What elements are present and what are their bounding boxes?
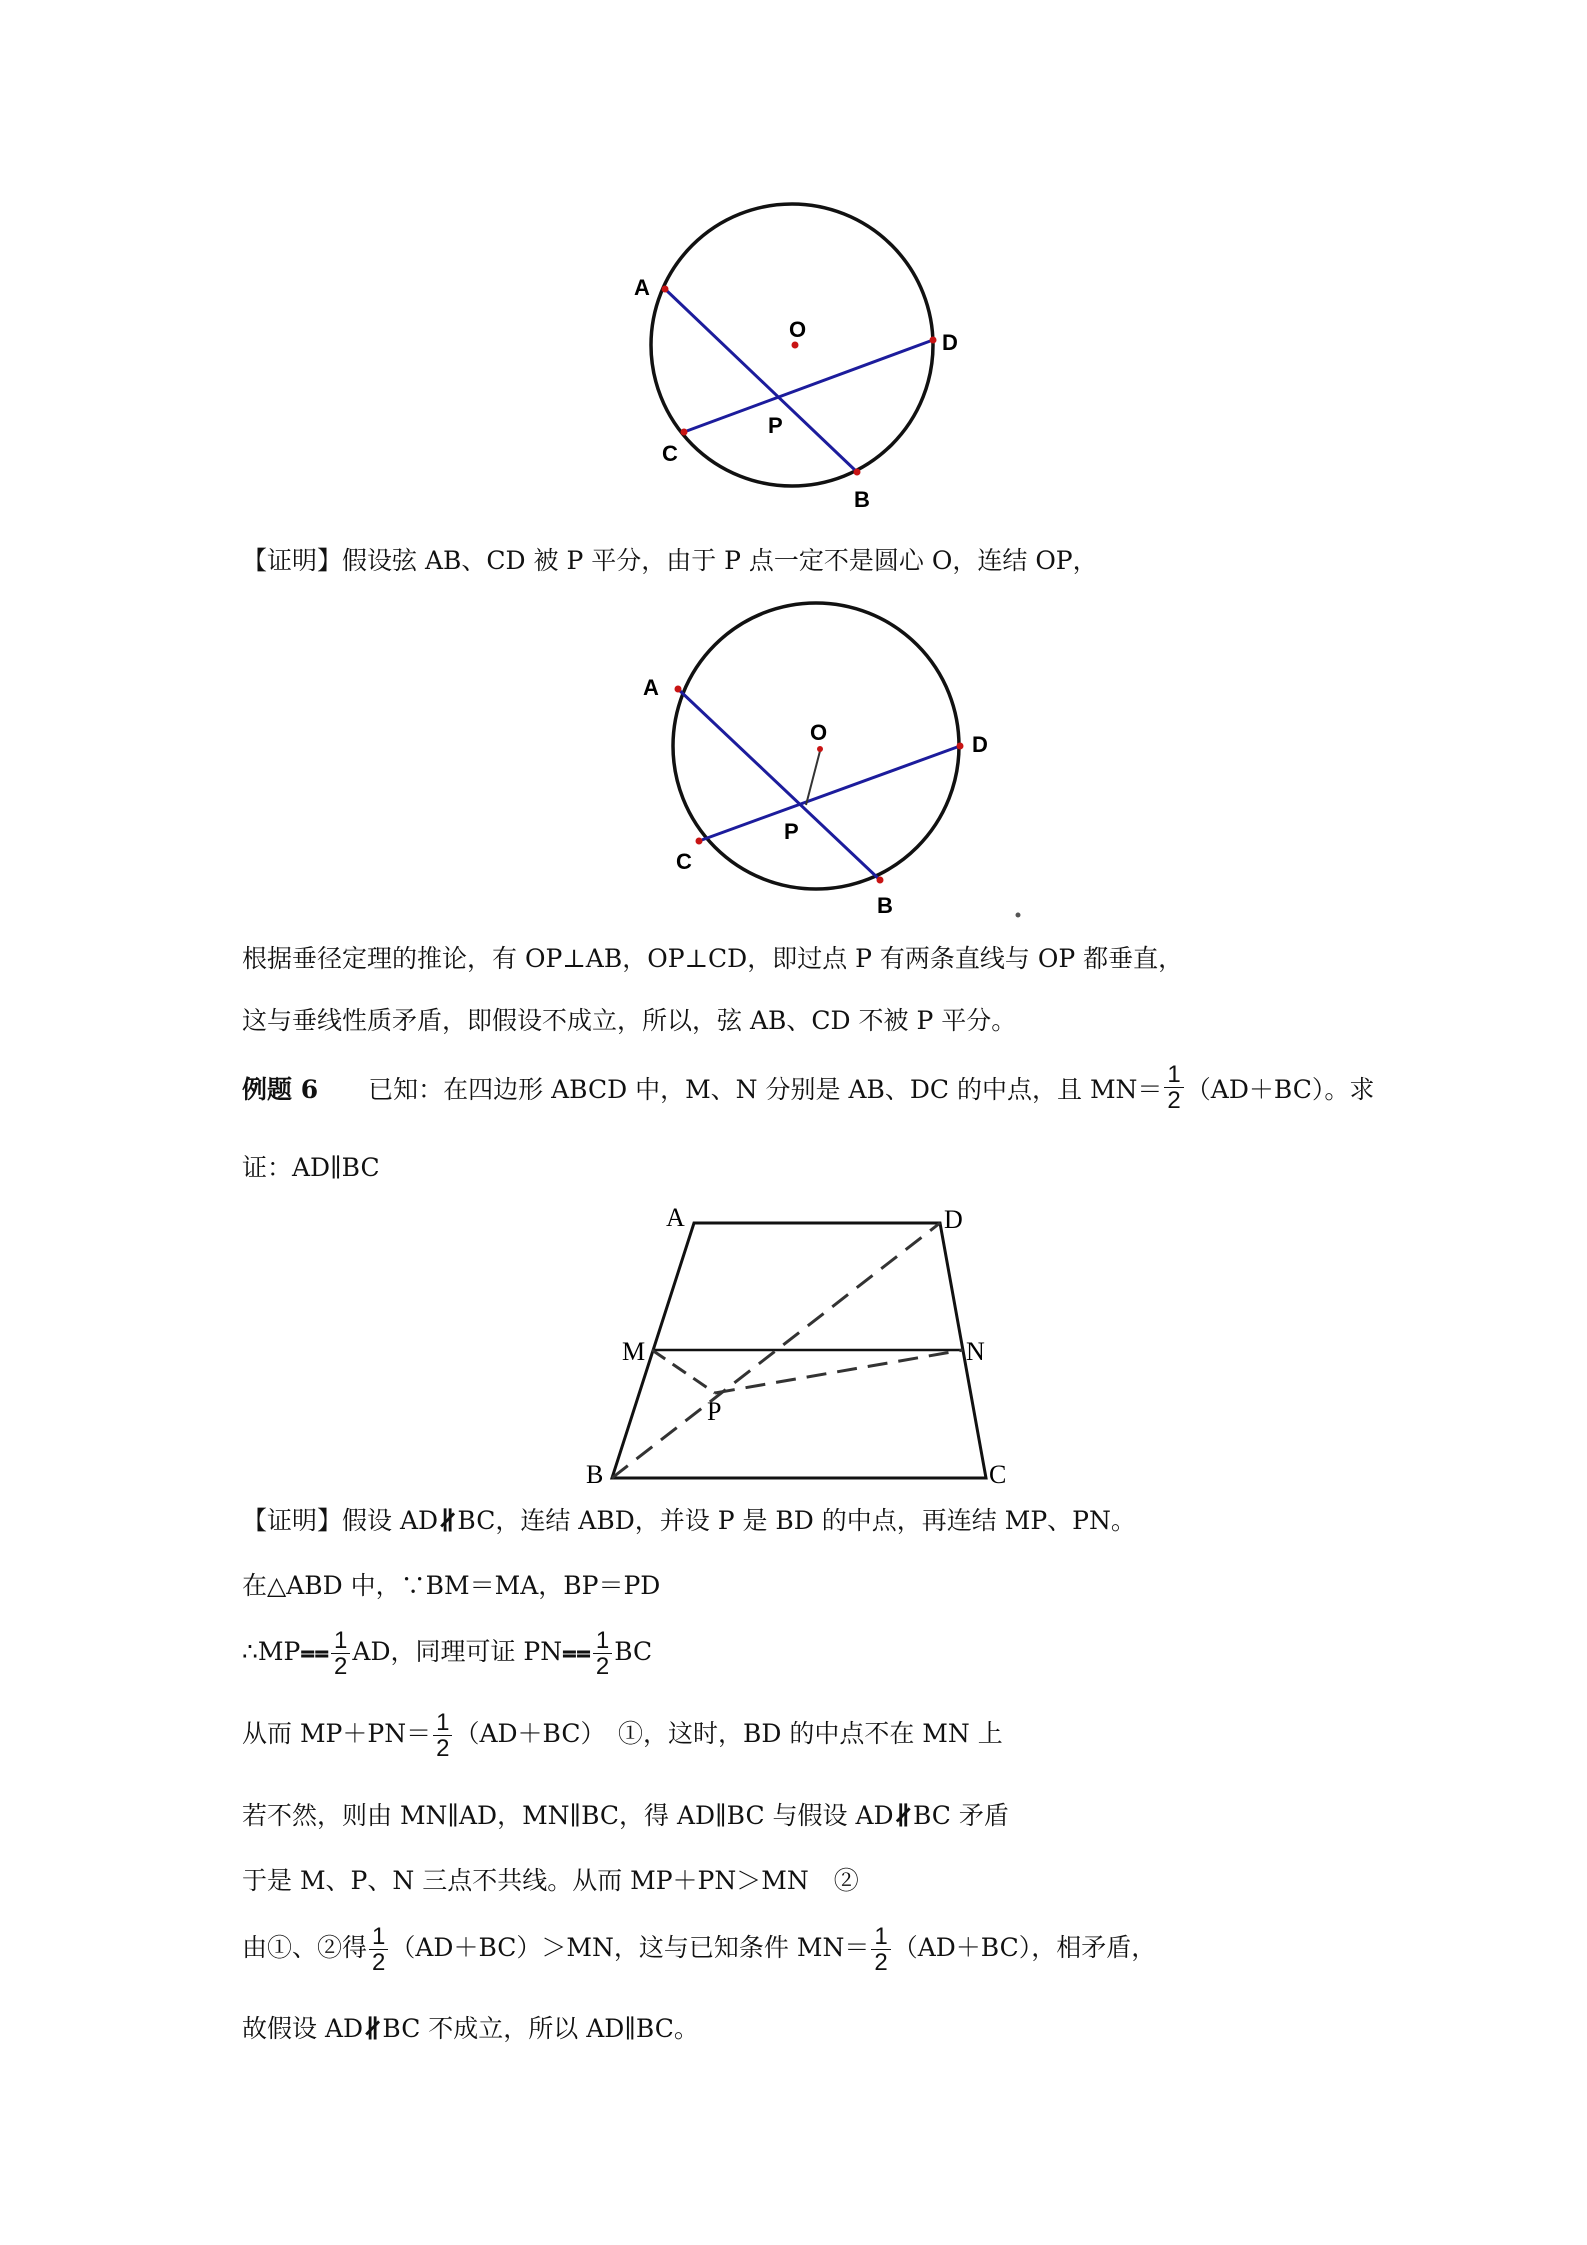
label-d: D [972, 732, 988, 757]
chord-cd [699, 746, 960, 841]
point-c [681, 429, 688, 436]
fraction-half: $\frac{1}{2}$ [369, 1924, 388, 1975]
proof1-line2: 根据垂径定理的推论，有 OP⊥AB，OP⊥CD，即过点 P 有两条直线与 OP 都垂直， [242, 944, 1184, 973]
label-c: C [989, 1460, 1007, 1489]
proof2-line2: 在△ABD 中，∵BM＝MA，BP＝PD [242, 1571, 661, 1600]
label-p: P [784, 819, 799, 844]
label-d: D [944, 1205, 963, 1234]
not-parallel-symbol: ∦ [893, 1801, 913, 1830]
fraction-half: $\frac{1}{2}$ [331, 1628, 350, 1679]
proof2-line5: 若不然，则由 MN∥AD，MN∥BC，得 AD∥BC 与假设 AD∦BC 矛盾 [242, 1801, 1009, 1830]
point-o [792, 342, 799, 349]
not-parallel-symbol: ∦ [363, 2014, 383, 2043]
point-b [854, 469, 861, 476]
example6-stem-c: 证：AD∥BC [242, 1153, 380, 1182]
label-b: B [586, 1460, 604, 1489]
label-c: C [676, 849, 692, 874]
label-p: P [707, 1397, 722, 1426]
proof2-line8: 故假设 AD∦BC 不成立，所以 AD∥BC。 [242, 2014, 699, 2043]
stray-dot [1016, 913, 1021, 918]
fraction-half: $\frac{1}{2}$ [593, 1628, 612, 1679]
chord-cd [684, 340, 933, 432]
not-parallel-symbol: ∦ [438, 1506, 458, 1535]
label-a: A [634, 275, 650, 300]
proof2-line4: 从而 MP＋PN＝ $\frac{1}{2}$ （AD＋BC） ①，这时，BD 的中点不在 MN 上 [242, 1709, 1003, 1763]
example6-line1 [242, 1062, 1374, 1113]
proof2-line3: ∴MP⩵ $\frac{1}{2}$ AD，同理可证 PN⩵ $\frac{1}{2}$ BC [242, 1627, 653, 1681]
proof1-line1: 【证明】假设弦 AB、CD 被 P 平分，由于 P 点一定不是圆心 O，连结 OP， [242, 546, 1098, 575]
point-a [675, 686, 682, 693]
point-d [930, 337, 937, 344]
label-m: M [622, 1337, 646, 1366]
label-a: A [643, 675, 659, 700]
label-c: C [662, 441, 678, 466]
proof2-line6: 于是 M、P、N 三点不共线。从而 MP＋PN＞MN ② [242, 1866, 859, 1895]
fraction-half: $\frac{1}{2}$ [1164, 1062, 1183, 1113]
example6-stem-a: 已知：在四边形 ABCD 中，M、N 分别是 AB、DC 的中点，且 MN＝ [368, 1075, 1163, 1105]
label-o: O [810, 720, 828, 745]
figure-quadrilateral [580, 1200, 1020, 1490]
fraction-half: $\frac{1}{2}$ [871, 1924, 890, 1975]
figure-circle-chords-1 [620, 195, 960, 525]
circle-outline [673, 603, 959, 889]
point-o [817, 746, 823, 752]
point-a [662, 286, 669, 293]
parallel-equal-symbol: ⩵ [300, 1637, 330, 1667]
proof1-line3: 这与垂线性质矛盾，即假设不成立，所以，弦 AB、CD 不被 P 平分。 [242, 1006, 1017, 1035]
figure-circle-chords-2 [630, 595, 1050, 940]
label-a: A [666, 1203, 685, 1232]
fraction-half: $\frac{1}{2}$ [433, 1710, 452, 1761]
label-b: B [877, 893, 893, 918]
proof2-line7: 由①、②得 $\frac{1}{2}$ （AD＋BC）＞MN，这与已知条件 MN＝ $\frac{1}{2}$ （AD＋BC），相矛盾， [242, 1923, 1157, 1977]
point-d [957, 743, 964, 750]
point-b [877, 877, 884, 884]
label-p: P [768, 413, 783, 438]
segment-mp-dashed [652, 1350, 715, 1393]
chord-ab [678, 689, 880, 880]
label-d: D [942, 330, 958, 355]
segment-pn-dashed [715, 1350, 963, 1393]
proof2-line1: 【证明】假设 AD∦BC，连结 ABD，并设 P 是 BD 的中点，再连结 MP、PN。 [242, 1506, 1136, 1535]
example6-title: 例题 6 [242, 1075, 319, 1105]
point-c [696, 838, 703, 845]
label-b: B [854, 487, 870, 512]
label-n: N [966, 1337, 985, 1366]
label-o: O [789, 317, 807, 342]
example6-stem-b: （AD＋BC）。求 [1185, 1075, 1375, 1105]
parallel-equal-symbol: ⩵ [562, 1637, 591, 1667]
